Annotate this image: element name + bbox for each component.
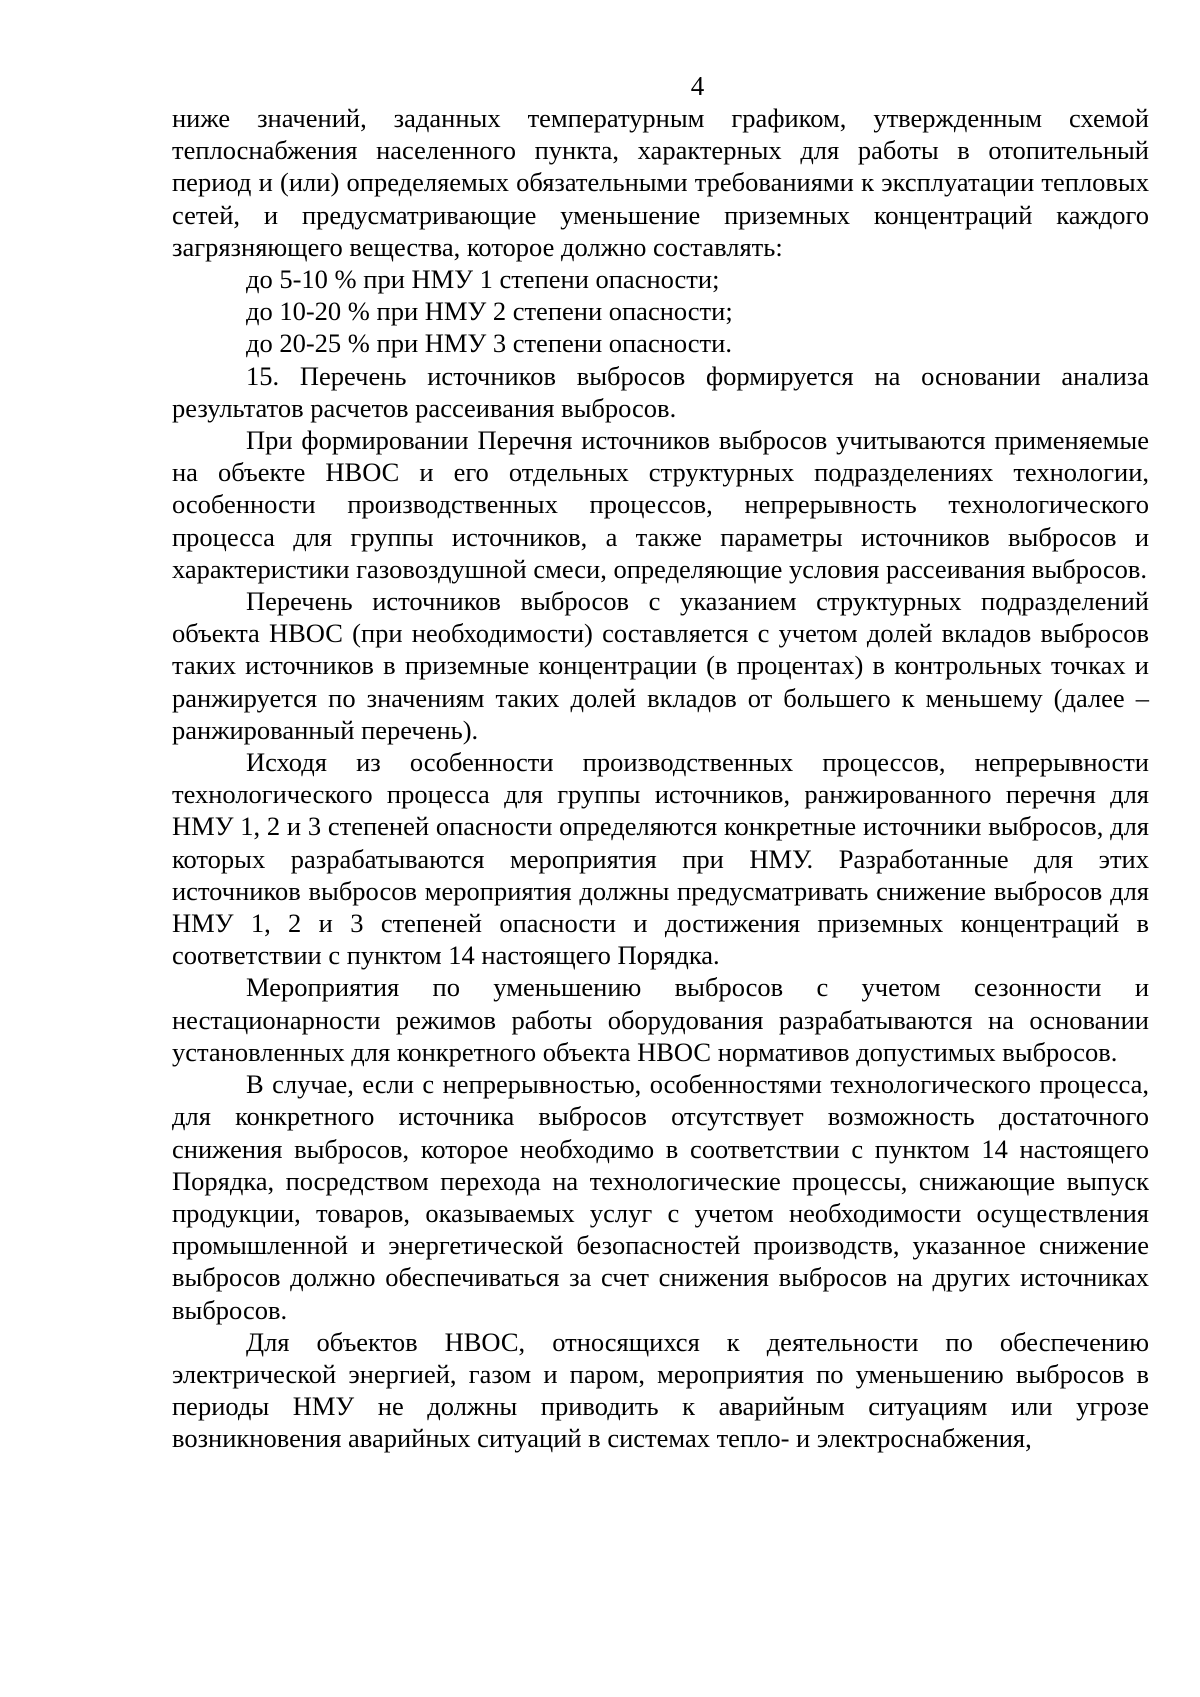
paragraph: При формировании Перечня источников выбросов учитываются применяемые на объекте НВОС и его отдельных структурных подразделениях технологии, особенности производственных процессов, непрерывность технологического процесса для группы источников, а также параметры источников выбросов и характеристики газовоздушной смеси, определяющие условия рассеивания выбросов. (172, 425, 1149, 584)
document-body (172, 102, 1149, 1455)
page-number: 4 (690, 71, 705, 101)
paragraph: Исходя из особенности производственных процессов, непрерывности технологического процесса для группы источников, ранжированного перечня для НМУ 1, 2 и 3 степеней опасности определяются конкретные источники выбросов, для которых разрабатываются мероприятия при НМУ. Разработанные для этих источников выбросов мероприятия должны предусматривать снижение выбросов для НМУ 1, 2 и 3 степеней опасности и достижения приземных концентраций в соответствии с пунктом 14 настоящего Порядка. (172, 747, 1149, 971)
paragraph-continuation: ниже значений, заданных температурным графиком, утвержденным схемой теплоснабжения населенного пункта, характерных для работы в отопительный период и (или) определяемых обязательными требованиями к эксплуатации тепловых сетей, и предусматривающие уменьшение приземных концентраций каждого загрязняющего вещества, которое должно составлять: (172, 103, 1149, 262)
paragraph: В случае, если с непрерывностью, особенностями технологического процесса, для конкретного источника выбросов отсутствует возможность достаточного снижения выбросов, которое необходимо в соответствии с пунктом 14 настоящего Порядка, посредством перехода на технологические процессы, снижающие выпуск продукции, товаров, оказываемых услуг с учетом необходимости осуществления промышленной и энергетической безопасностей производств, указанное снижение выбросов должно обеспечиваться за счет снижения выбросов на других источниках выбросов. (172, 1069, 1149, 1325)
paragraph: Мероприятия по уменьшению выбросов с учетом сезонности и нестационарности режимов работы оборудования разрабатываются на основании установленных для конкретного объекта НВОС нормативов допустимых выбросов. (172, 972, 1149, 1067)
paragraph-item-15: 15. Перечень источников выбросов формируется на основании анализа результатов расчетов рассеивания выбросов. (172, 360, 1149, 423)
list-item-hmu-1: до 5-10 % при НМУ 1 степени опасности; (246, 264, 720, 295)
list-item-hmu-2: до 10-20 % при НМУ 2 степени опасности; (246, 296, 733, 327)
list-item-hmu-3: до 20-25 % при НМУ 3 степени опасности. (246, 328, 732, 359)
paragraph: Перечень источников выбросов с указанием структурных подразделений объекта НВОС (при необходимости) составляется с учетом долей вкладов выбросов таких источников в приземные концентрации (в процентах) в контрольных точках и ранжируется по значениям таких долей вкладов от большего к меньшему (далее – ранжированный перечень). (172, 586, 1149, 745)
paragraph-last: Для объектов НВОС, относящихся к деятельности по обеспечению электрической энергией, газом и паром, мероприятия по уменьшению выбросов в периоды НМУ не должны приводить к аварийным ситуациям или угрозе возникновения аварийных ситуаций в системах тепло- и электроснабжения, (172, 1326, 1149, 1454)
